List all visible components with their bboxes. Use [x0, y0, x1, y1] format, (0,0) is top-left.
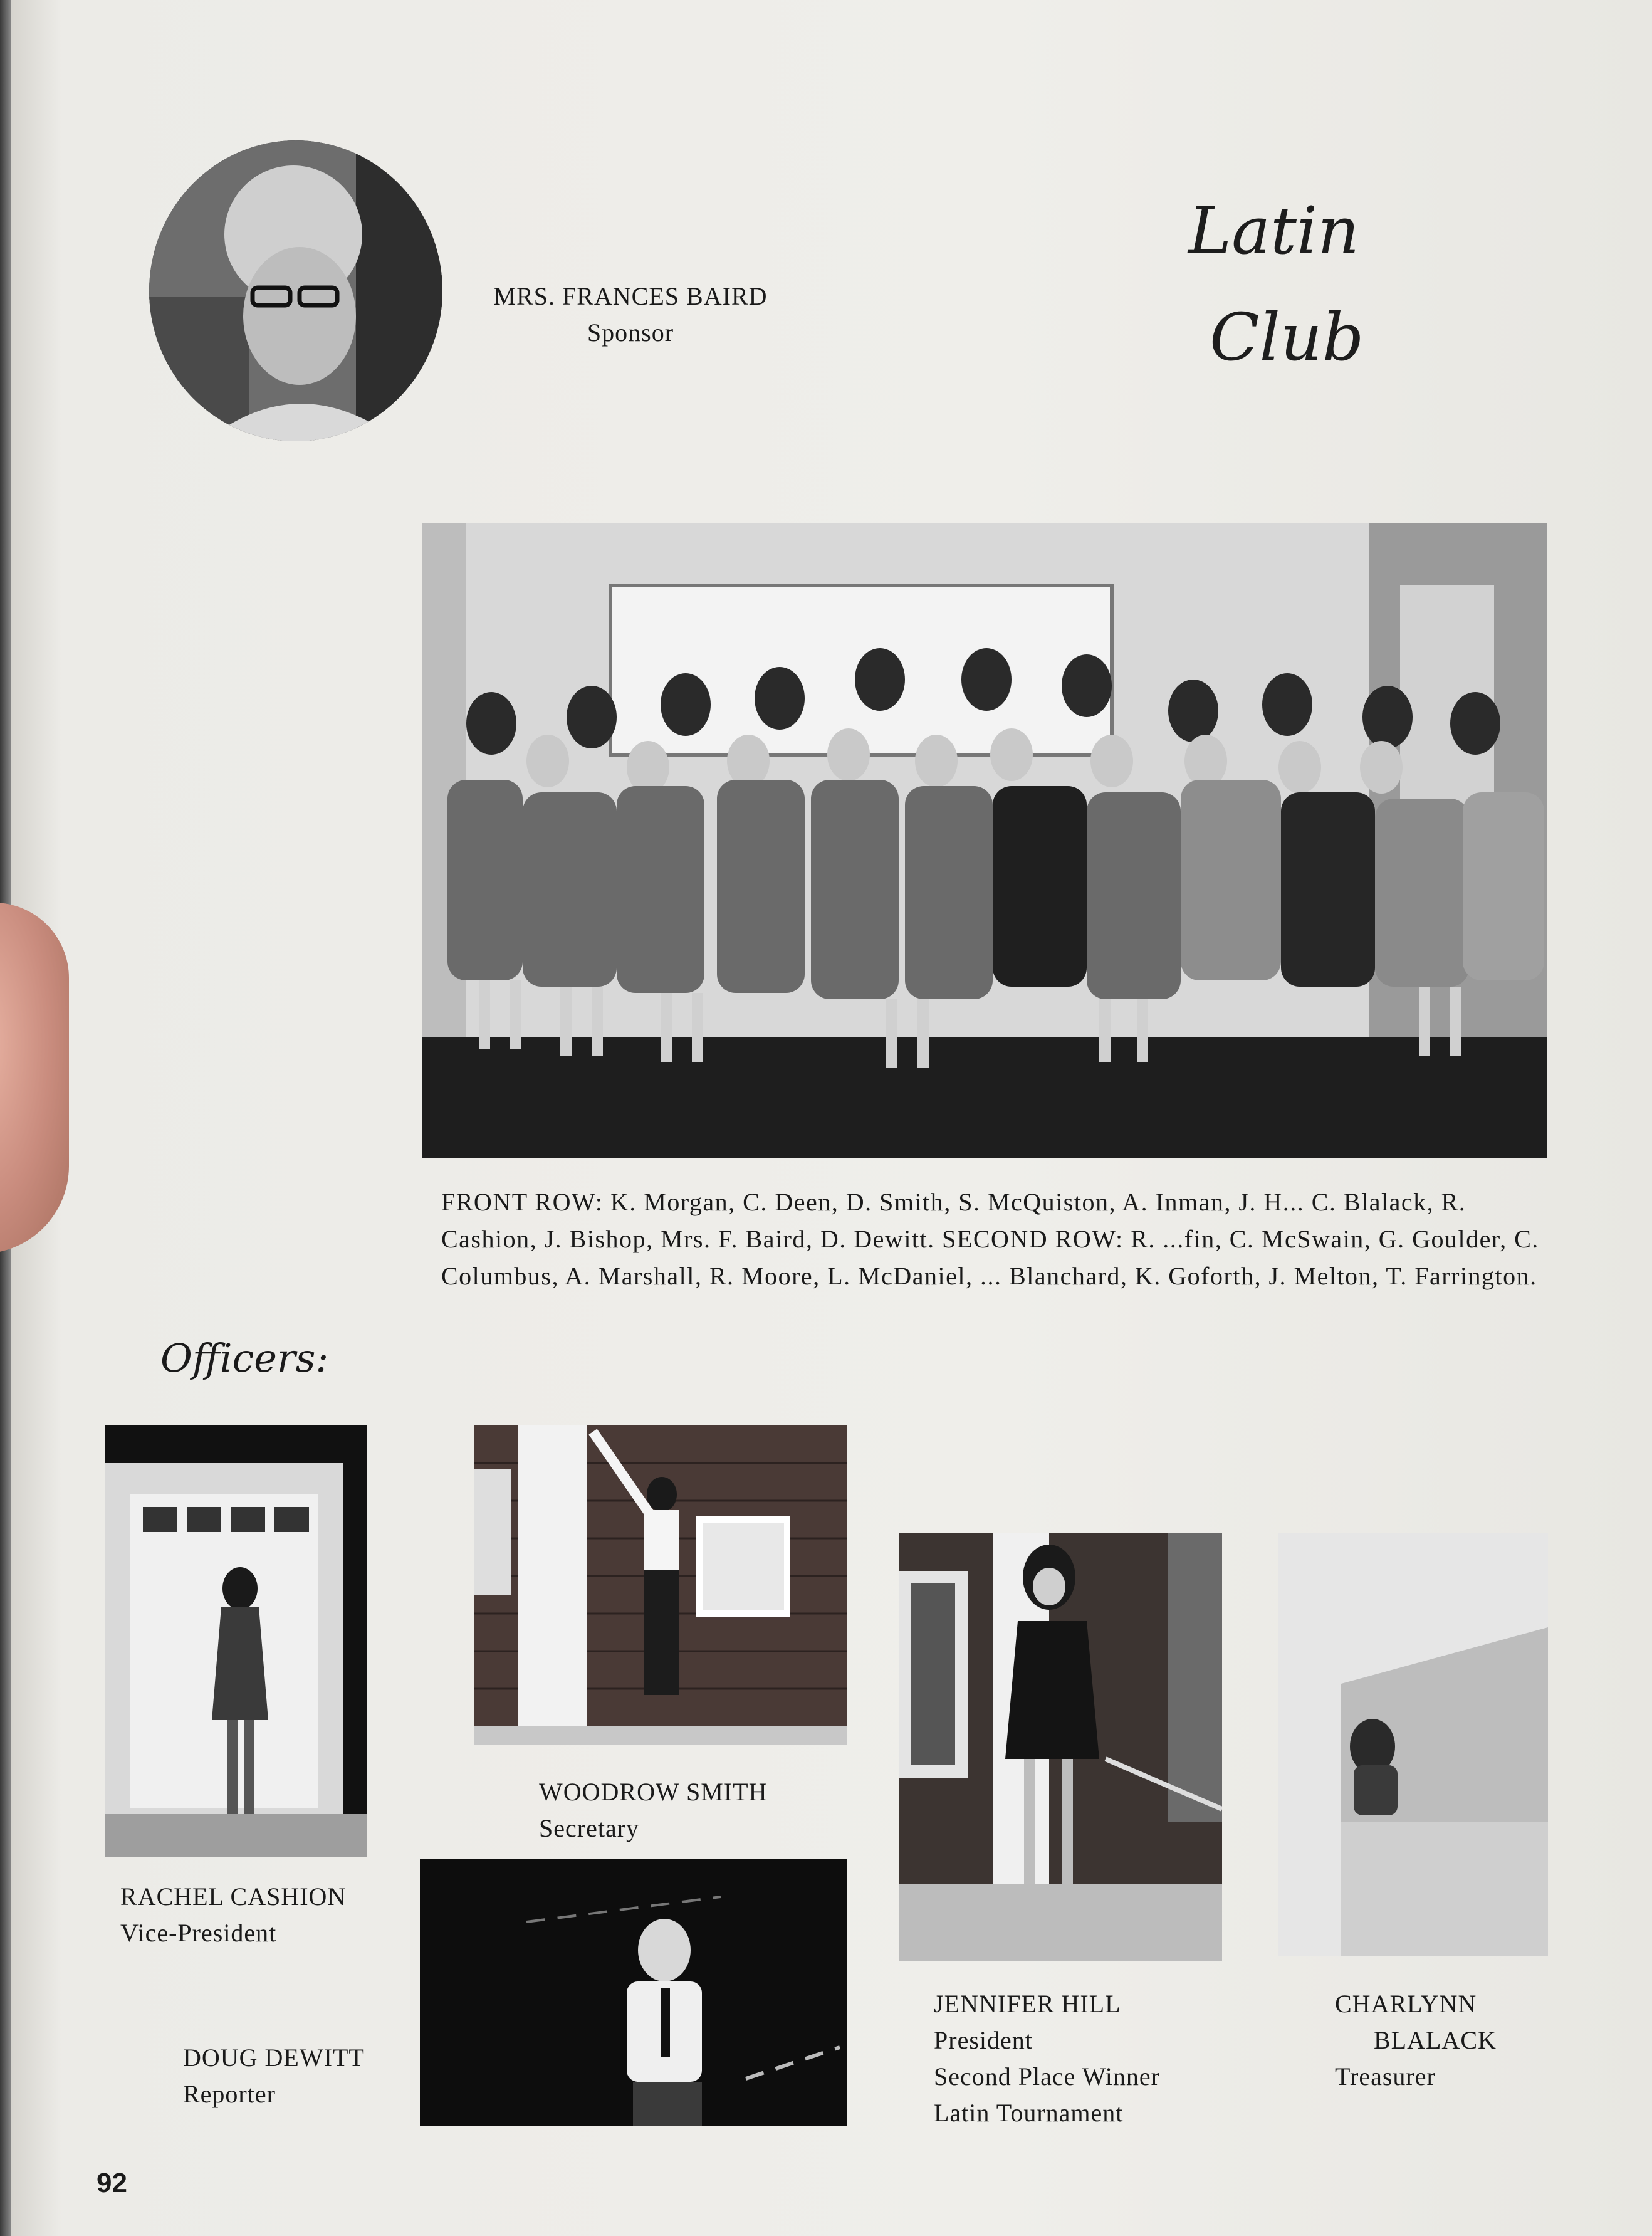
officer-name-line2: BLALACK	[1374, 2026, 1497, 2054]
officer-role: Treasurer	[1335, 2062, 1436, 2091]
officer-name: WOODROW SMITH	[539, 1778, 768, 1806]
officer-role: Vice-President	[120, 1919, 277, 1947]
officer-photo-woodrow-smith	[474, 1425, 847, 1745]
officer-award: Second Place Winner	[934, 2062, 1160, 2091]
page-title-line1: Latin	[1188, 192, 1360, 269]
officer-photo-charlynn-blalack	[1278, 1533, 1548, 1956]
officer-name: DOUG DEWITT	[183, 2044, 365, 2072]
officer-name: RACHEL CASHION	[120, 1882, 347, 1911]
officer-role: Secretary	[539, 1814, 640, 1842]
officer-caption-doug-dewitt	[183, 2040, 434, 2113]
officers-heading: Officers:	[160, 1335, 329, 1381]
group-photo	[422, 523, 1547, 1158]
officer-photo-doug-dewitt	[420, 1859, 847, 2126]
officer-caption-rachel-cashion	[120, 1879, 409, 1951]
sponsor-name: MRS. FRANCES BAIRD	[493, 282, 768, 310]
officer-award-event: Latin Tournament	[934, 2099, 1124, 2127]
officer-caption-charlynn-blalack	[1335, 1986, 1523, 2095]
officer-caption-woodrow-smith	[539, 1774, 852, 1847]
thumb	[0, 903, 69, 1254]
sponsor-portrait	[149, 140, 442, 441]
officer-role: President	[934, 2026, 1033, 2054]
group-photo-caption: FRONT ROW: K. Morgan, C. Deen, D. Smith, S. McQuiston, A. Inman, J. H... C. Blalack, R. Cashion, J. Bishop, Mrs. F. Baird, D. Dewitt. SECOND ROW: R. ...fin, C. McSwain, G. Goulder, C. Columbus, A. Marshall, R. Moore, L. McDaniel, ... Blanchard, K. Goforth, J. Melton, T. Farrington.	[441, 1188, 1539, 1290]
sponsor-caption	[474, 278, 787, 351]
page-number: 92	[97, 2168, 127, 2198]
officer-name: CHARLYNN	[1335, 1990, 1477, 2018]
sponsor-role: Sponsor	[587, 318, 674, 347]
officer-name: JENNIFER HILL	[934, 1990, 1121, 2018]
page-title-line2: Club	[1210, 299, 1364, 375]
officer-photo-rachel-cashion	[105, 1425, 367, 1857]
officer-role: Reporter	[183, 2080, 276, 2108]
officer-photo-jennifer-hill	[899, 1533, 1222, 1961]
officer-caption-jennifer-hill	[934, 1986, 1247, 2131]
